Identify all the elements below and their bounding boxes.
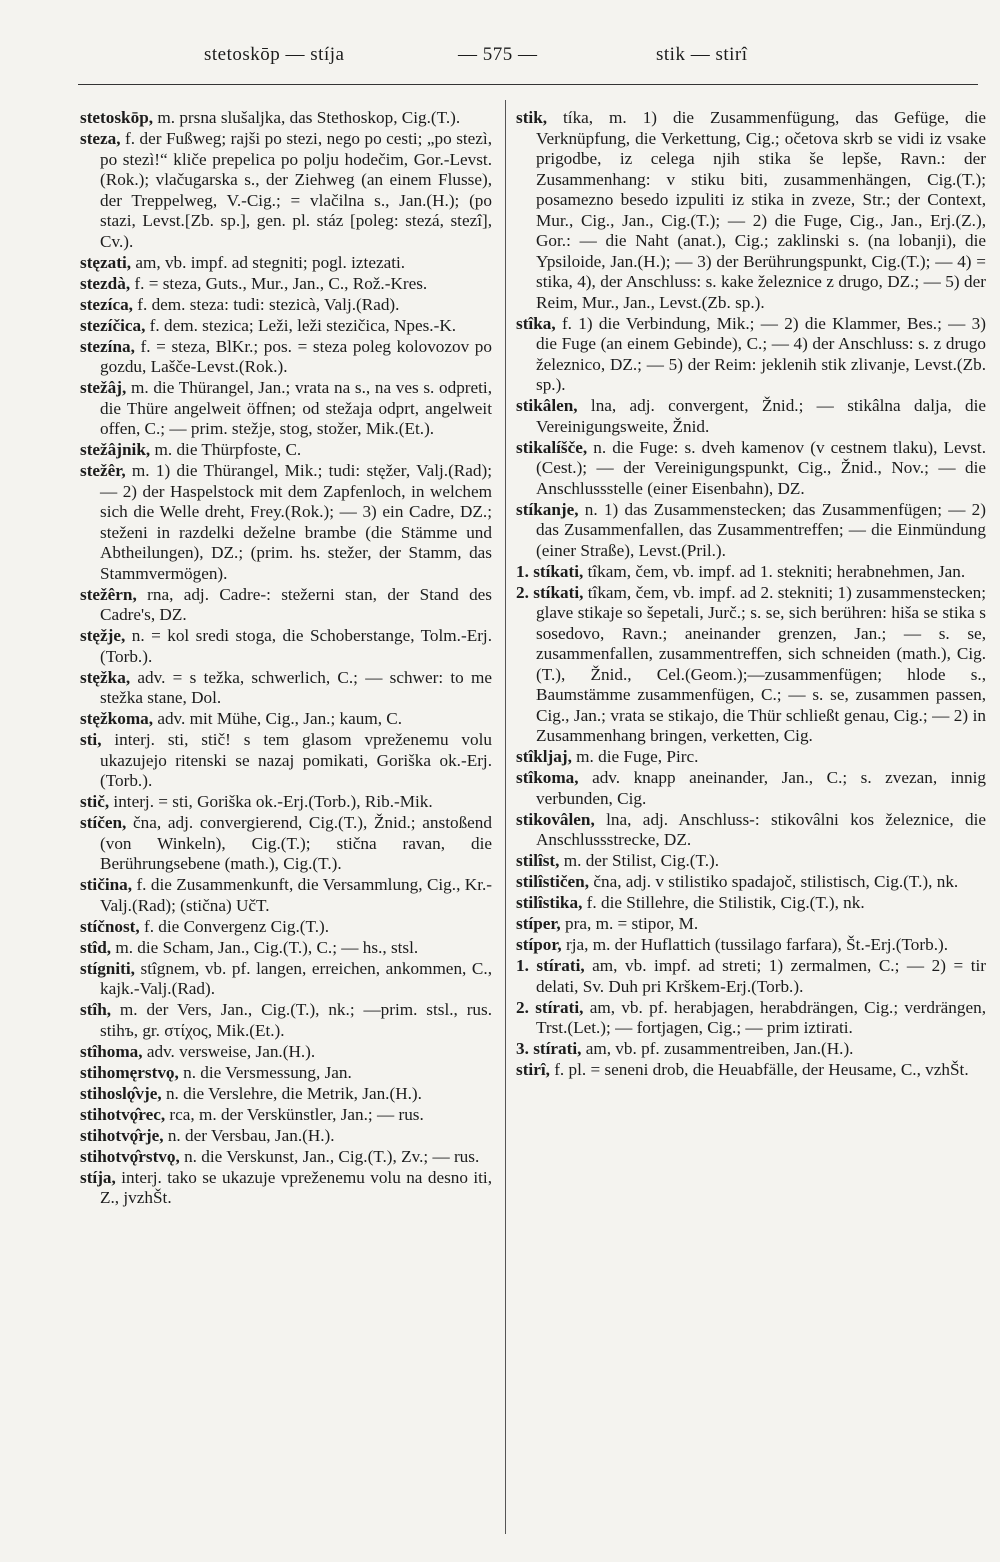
dictionary-entry	[80, 108, 492, 129]
dictionary-entry	[516, 810, 986, 851]
dictionary-entry	[80, 440, 492, 461]
entry-headword: stirî,	[516, 1060, 550, 1079]
dictionary-entry	[516, 935, 986, 956]
entry-definition: n. 1) das Zusammenstecken; das Zusammenfügen; — 2) das Zusammenfallen, das Zusammentreffen; — die Einmündung (einer Straße), Levst.(Pril.).	[536, 499, 986, 560]
dictionary-entry	[80, 378, 492, 440]
entry-definition: adv. knapp aneinander, Jan., C.; s. zvezan, innig verbunden, Cig.	[536, 768, 986, 808]
entry-definition: interj. = sti, Goriška ok.-Erj.(Torb.), Rib.-Mik.	[109, 792, 433, 811]
entry-definition: adv. versweise, Jan.(H.).	[142, 1041, 316, 1061]
entry-headword: stîd,	[80, 937, 112, 957]
dictionary-entry	[80, 461, 492, 584]
entry-headword: stezdà,	[80, 273, 131, 293]
entry-headword: stezína,	[80, 336, 135, 356]
entry-definition: n. = kol sredi stoga, die Schoberstange, Tolm.-Erj.(Torb.).	[100, 626, 492, 666]
entry-headword: stíja,	[80, 1167, 116, 1187]
entry-headword: 1. stíkati,	[516, 561, 584, 581]
dictionary-entry	[80, 337, 492, 378]
dictionary-entry	[80, 730, 492, 792]
entry-headword: stilîstika,	[516, 893, 583, 912]
dictionary-entry	[516, 893, 986, 914]
entry-definition: f. pl. = seneni drob, die Heuabfälle, der Heusame, C., vzhŠt.	[549, 1060, 969, 1079]
entry-definition: f. die Zusammenkunft, die Versammlung, Cig., Kr.-Valj.(Rad); (stična) UčT.	[100, 875, 492, 915]
dictionary-entry	[516, 438, 986, 500]
header-rule	[78, 84, 978, 85]
entry-definition: m. die Scham, Jan., Cig.(T.), C.; — hs., stsl.	[111, 937, 419, 957]
entry-definition: čna, adj. v stilistiko spadajoč, stilistisch, Cig.(T.), nk.	[589, 872, 959, 891]
entry-headword: steza,	[80, 129, 121, 148]
entry-headword: stihomęrstvǫ,	[80, 1062, 179, 1082]
dictionary-entry	[516, 768, 986, 809]
entry-definition: rna, adj. Cadre-: stežerni stan, der Stand des Cadre's, DZ.	[100, 584, 492, 624]
entry-definition: adv. = s težka, schwerlich, C.; — schwer: to me stežka stane, Dol.	[100, 667, 492, 707]
entry-headword: stikalíšče,	[516, 437, 588, 457]
entry-headword: stilîstičen,	[516, 872, 590, 891]
entry-definition: interj. tako se ukazuje vpreženemu volu na desno iti, Z., jvzhŠt.	[100, 1167, 492, 1207]
entry-definition: rja, m. der Huflattich (tussilago farfara), Št.-Erj.(Torb.).	[561, 935, 949, 954]
entry-definition: stîgnem, vb. pf. langen, erreichen, ankommen, C., kajk.-Valj.(Rad).	[100, 958, 492, 998]
entry-definition: n. die Verskunst, Jan., Cig.(T.), Zv.; — rus.	[179, 1146, 480, 1166]
page-number: — 575 —	[458, 44, 538, 65]
entry-definition: am, vb. pf. zusammentreiben, Jan.(H.).	[581, 1039, 854, 1058]
entry-definition: pra, m. = stipor, M.	[560, 914, 699, 933]
entry-headword: stežâj,	[80, 378, 127, 397]
dictionary-entry	[80, 1063, 492, 1084]
entry-headword: stik,	[516, 108, 548, 127]
entry-definition: tíka, m. 1) die Zusammenfügung, das Gefüge, die Verknüpfung, die Verkettung, Cig.; očetova skrb se vidi iz vsake prigodbe, iz celega njih stika še lepše, Ravn.: der Zusammenhang: v stiku biti, zusammenhängen, Cig.(T.); posamezno besedo izpuliti iz stika in zveze, Str.; der Context, Mur., Cig., Jan., Cig.(T.); — 2) die Fuge, Cig., Jan., Erj.(Z.), Gor.: — die Naht (anat.), Cig.; zaklinski s. (na lobanji), die Ypsiloide, Jan.(H.); — 3) der Berührungspunkt, Cig.(T.); — 4) = stika, 4), der Anschluss: s. kake železnice z drugo, DZ.; — 5) der Reim, Mur., Jan., Levst.(Zb. sp.).	[536, 108, 986, 312]
entry-headword: stîka,	[516, 313, 556, 333]
header-right-guideword: stik — stirî	[656, 44, 748, 65]
dictionary-entry	[516, 396, 986, 437]
entry-definition: f. dem. stezica; Leži, leži stezičica, Npes.-K.	[145, 315, 457, 335]
dictionary-entry	[80, 813, 492, 875]
entry-headword: stęžkoma,	[80, 709, 154, 728]
entry-headword: stilîst,	[516, 851, 560, 870]
column-divider	[505, 100, 506, 1534]
entry-definition: rca, m. der Verskünstler, Jan.; — rus.	[165, 1104, 424, 1124]
entry-headword: 3. stírati,	[516, 1039, 582, 1058]
entry-headword: stezíca,	[80, 294, 133, 314]
entry-headword: stęžje,	[80, 626, 126, 645]
entry-headword: stígniti,	[80, 958, 135, 978]
entry-definition: am, vb. impf. ad streti; 1) zermalmen, C.; — 2) = tir delati, Sv. Duh pri Krškem-Erj.(Torb.).	[536, 956, 986, 996]
entry-definition: m. 1) die Thürangel, Mik.; tudi: stęžer, Valj.(Rad); — 2) der Haspelstock mit dem Zapfenloch, in welchem sich die Welle dreht, Frey.(Rok.); — 3) ein Cadre, DZ.; steženi in razdelki deželne brambe (die Stämme und Abtheilungen), DZ.; (prim. hs. stežer, der Stamm, das Stammvermögen).	[100, 461, 492, 583]
dictionary-entry	[80, 917, 492, 938]
right-column	[516, 108, 986, 1542]
dictionary-entry	[516, 1060, 986, 1081]
entry-definition: n. die Versmessung, Jan.	[178, 1062, 352, 1082]
dictionary-entry	[516, 562, 986, 583]
dictionary-entry	[80, 1126, 492, 1147]
entry-headword: stikâlen,	[516, 396, 578, 415]
entry-definition: lna, adj. Anschluss-: stikovâlni kos železnice, die Anschlussstrecke, DZ.	[536, 809, 986, 849]
dictionary-entry	[516, 108, 986, 313]
dictionary-entry	[80, 938, 492, 959]
entry-headword: stihotvǫ̂rstvǫ,	[80, 1146, 180, 1166]
entry-definition: f. die Stillehre, die Stilistik, Cig.(T.), nk.	[582, 893, 865, 912]
entry-definition: adv. mit Mühe, Cig., Jan.; kaum, C.	[153, 709, 403, 728]
entry-definition: f. = steza, BlKr.; pos. = steza poleg kolovozov po gozdu, Lašče-Levst.(Rok.).	[100, 336, 492, 376]
entry-headword: stič,	[80, 792, 110, 811]
entry-headword: stežêr,	[80, 461, 126, 480]
dictionary-entry	[80, 668, 492, 709]
entry-headword: stežâjnik,	[80, 440, 151, 459]
entry-headword: stičina,	[80, 875, 133, 894]
dictionary-entry	[80, 274, 492, 295]
dictionary-entry	[80, 1042, 492, 1063]
dictionary-entry	[516, 998, 986, 1039]
left-column	[80, 108, 492, 1542]
entry-definition: m. prsna slušaljka, das Stethoskop, Cig.(T.).	[153, 108, 461, 127]
entry-headword: stežêrn,	[80, 584, 137, 604]
entry-headword: stihotvǫ̂rec,	[80, 1104, 166, 1124]
dictionary-entry	[80, 875, 492, 916]
dictionary-entry	[80, 316, 492, 337]
entry-headword: stezíčica,	[80, 315, 146, 335]
entry-definition: čna, adj. convergierend, Cig.(T.), Žnid.; anstoßend (von Winkeln), Cig.(T.); stična ravan, die Berührungsebene (math.), Cig.(T.).	[100, 813, 492, 873]
entry-headword: stîkoma,	[516, 768, 579, 787]
dictionary-entry	[516, 500, 986, 562]
entry-headword: stîhoma,	[80, 1041, 143, 1061]
dictionary-entry	[80, 792, 492, 813]
dictionary-entry	[80, 129, 492, 252]
entry-headword: stîkljaj,	[516, 747, 572, 766]
entry-definition: f. dem. steza: tudi: stezicà, Valj.(Rad).	[132, 294, 400, 314]
dictionary-entry	[80, 1084, 492, 1105]
entry-definition: am, vb. impf. ad stegniti; pogl. iztezati.	[131, 252, 406, 272]
entry-headword: stihotvǫ̂rje,	[80, 1125, 164, 1145]
entry-headword: stîh,	[80, 1000, 112, 1019]
entry-headword: stíkanje,	[516, 499, 579, 519]
entry-definition: tîkam, čem, vb. impf. ad 1. stekniti; herabnehmen, Jan.	[583, 561, 966, 581]
entry-definition: m. die Thürpfoste, C.	[150, 440, 302, 459]
entry-headword: 1. stírati,	[516, 956, 585, 975]
entry-definition: interj. sti, stič! s tem glasom vpreženemu volu ukazujejo ritenski se nazaj pomikati, Goriška ok.-Erj.(Torb.).	[100, 730, 492, 790]
entry-headword: stikovâlen,	[516, 809, 595, 829]
dictionary-entry	[80, 253, 492, 274]
header-left-guideword: stetoskōp — stíja	[204, 44, 345, 65]
dictionary-entry	[516, 747, 986, 768]
entry-headword: stíčnost,	[80, 916, 140, 936]
dictionary-entry	[80, 585, 492, 626]
dictionary-entry	[80, 1000, 492, 1041]
page-header	[96, 44, 940, 78]
entry-definition: f. 1) die Verbindung, Mik.; — 2) die Klammer, Bes.; — 3) die Fuge (an einem Gebinde), C.; — 4) der Anschluss: s. z drugo železnico, DZ.; — 5) der Reim: jeklenih stik zlivanje, Levst.(Zb. sp.).	[536, 313, 986, 394]
entry-definition: f. = steza, Guts., Mur., Jan., C., Rož.-Kres.	[130, 273, 428, 293]
entry-definition: n. die Fuge: s. dveh kamenov (v cestnem tlaku), Levst.(Cest.); — der Vereinigungspunkt, Cig., Žnid., Nov.; — die Anschlussstelle (einer Eisenbahn), DZ.	[536, 437, 986, 498]
dictionary-entry	[80, 709, 492, 730]
entry-definition: f. der Fußweg; rajši po stezi, nego po cesti; „po stezì, po stezì!“ kliče prepelica po polju hodečim, Gor.-Levst.(Rok.); vlačugarska s., der Ziehweg (an einem Flusse), der Treppelweg, V.-Cig.; = vlačilna s., Jan.(H.); (po stazi, Levst.[Zb. sp.], gen. pl. stáz [poleg: stezá, stezî], Cv.).	[100, 129, 492, 251]
dictionary-entry	[80, 959, 492, 1000]
entry-definition: am, vb. pf. herabjagen, herabdrängen, Cig.; verdrängen, Trst.(Let.); — fortjagen, Cig.; — prim iztirati.	[536, 997, 986, 1037]
entry-headword: 2. stíkati,	[516, 582, 584, 602]
entry-definition: m. der Vers, Jan., Cig.(T.), nk.; —prim. stsl., rus. stihъ, gr. στίχος, Mik.(Et.).	[100, 1000, 492, 1040]
dictionary-entry	[516, 851, 986, 872]
dictionary-entry	[516, 872, 986, 893]
dictionary-entry	[80, 1105, 492, 1126]
entry-definition: n. der Versbau, Jan.(H.).	[163, 1125, 335, 1145]
dictionary-entry	[516, 583, 986, 747]
entry-headword: sti,	[80, 730, 102, 749]
entry-headword: stíper,	[516, 914, 561, 933]
entry-definition: m. die Thürangel, Jan.; vrata na s., na ves s. odpreti, die Thüre angelweit öffnen; od stežaja odprt, angelweit offen, C.; — prim. stežje, stog, stožer, Mik.(Et.).	[100, 378, 492, 438]
entry-headword: stęzati,	[80, 252, 132, 272]
dictionary-entry	[80, 1168, 492, 1209]
entry-headword: stetoskōp,	[80, 108, 154, 127]
entry-headword: 2. stírati,	[516, 997, 584, 1017]
dictionary-entry	[80, 626, 492, 667]
entry-definition: tîkam, čem, vb. impf. ad 2. stekniti; 1) zusammenstecken; glave stikaje so šepetali, Jurč.; s. se, sich berühren: hiša se stika s sosedovo, Ravn.; aneinander grenzen, Jan.; — s. se, zusammenfallen, zusammentreffen, sich schneiden (math.), Cig.(T.), Žnid., Cel.(Geom.);—zusammenfügen; hlode s., Baumstämme zusammenfügen, C.; — s. se, zusammen passen, Cig., Jan.; vrata se stikajo, die Thür schließt genau, Cig.; — 2) in Zusammenhang bringen, verketten, Cig.	[536, 582, 986, 745]
dictionary-entry	[516, 914, 986, 935]
entry-definition: f. die Convergenz Cig.(T.).	[139, 916, 330, 936]
dictionary-entry	[516, 314, 986, 396]
dictionary-entry	[516, 956, 986, 997]
dictionary-entry	[80, 295, 492, 316]
dictionary-entry	[516, 1039, 986, 1060]
entry-definition: m. die Fuge, Pirc.	[571, 747, 699, 766]
entry-headword: stęžka,	[80, 667, 131, 687]
entry-definition: n. die Verslehre, die Metrik, Jan.(H.).	[161, 1083, 422, 1103]
entry-headword: stípor,	[516, 935, 562, 954]
entry-definition: lna, adj. convergent, Žnid.; — stikâlna dalja, die Vereinigungsweite, Žnid.	[536, 396, 986, 436]
dictionary-entry	[80, 1147, 492, 1168]
entry-headword: stíčen,	[80, 813, 127, 832]
entry-headword: stihoslǫ̂vje,	[80, 1083, 162, 1103]
entry-definition: m. der Stilist, Cig.(T.).	[559, 851, 720, 870]
